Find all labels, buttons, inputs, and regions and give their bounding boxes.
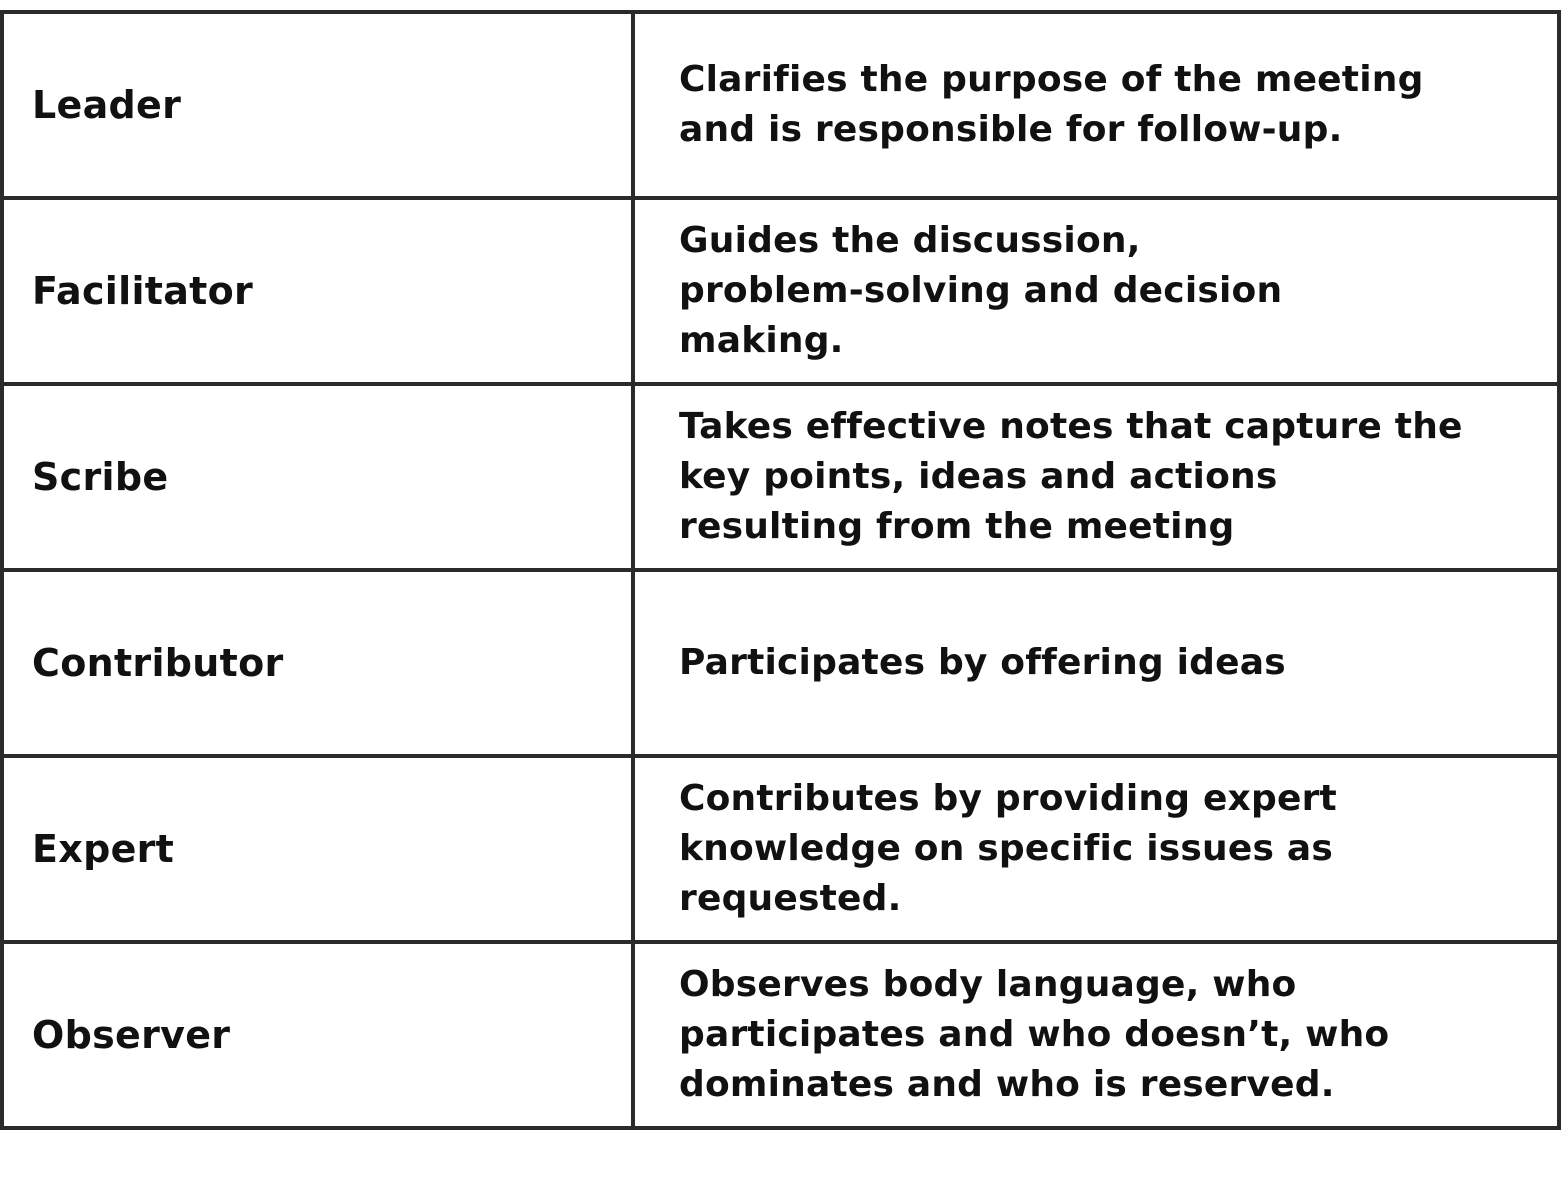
role-description: Clarifies the purpose of the meeting and is responsible for follow-up. <box>679 59 1424 150</box>
role-name: Contributor <box>2 570 633 756</box>
role-description-cell <box>633 384 1559 570</box>
role-name: Expert <box>2 756 633 942</box>
role-description-cell <box>633 570 1559 756</box>
role-name: Leader <box>2 12 633 198</box>
table-row <box>2 384 1559 570</box>
role-description: Takes effective notes that capture the key points, ideas and actions resulting from the meeting <box>679 406 1463 547</box>
table-row <box>2 570 1559 756</box>
role-description: Guides the discussion, problem-solving and decision making. <box>679 220 1283 361</box>
table-row <box>2 12 1559 198</box>
role-description: Contributes by providing expert knowledge on specific issues as requested. <box>679 778 1337 919</box>
role-name: Facilitator <box>2 198 633 384</box>
table-row <box>2 198 1559 384</box>
table-row <box>2 756 1559 942</box>
role-description: Participates by offering ideas <box>679 642 1286 683</box>
role-name: Observer <box>2 942 633 1128</box>
role-description-cell <box>633 756 1559 942</box>
table-row <box>2 942 1559 1128</box>
role-description-cell <box>633 12 1559 198</box>
role-name: Scribe <box>2 384 633 570</box>
meeting-roles-table <box>0 10 1561 1130</box>
role-description: Observes body language, who participates and who doesn’t, who dominates and who is reserved. <box>679 964 1390 1105</box>
role-description-cell <box>633 942 1559 1128</box>
role-description-cell <box>633 198 1559 384</box>
